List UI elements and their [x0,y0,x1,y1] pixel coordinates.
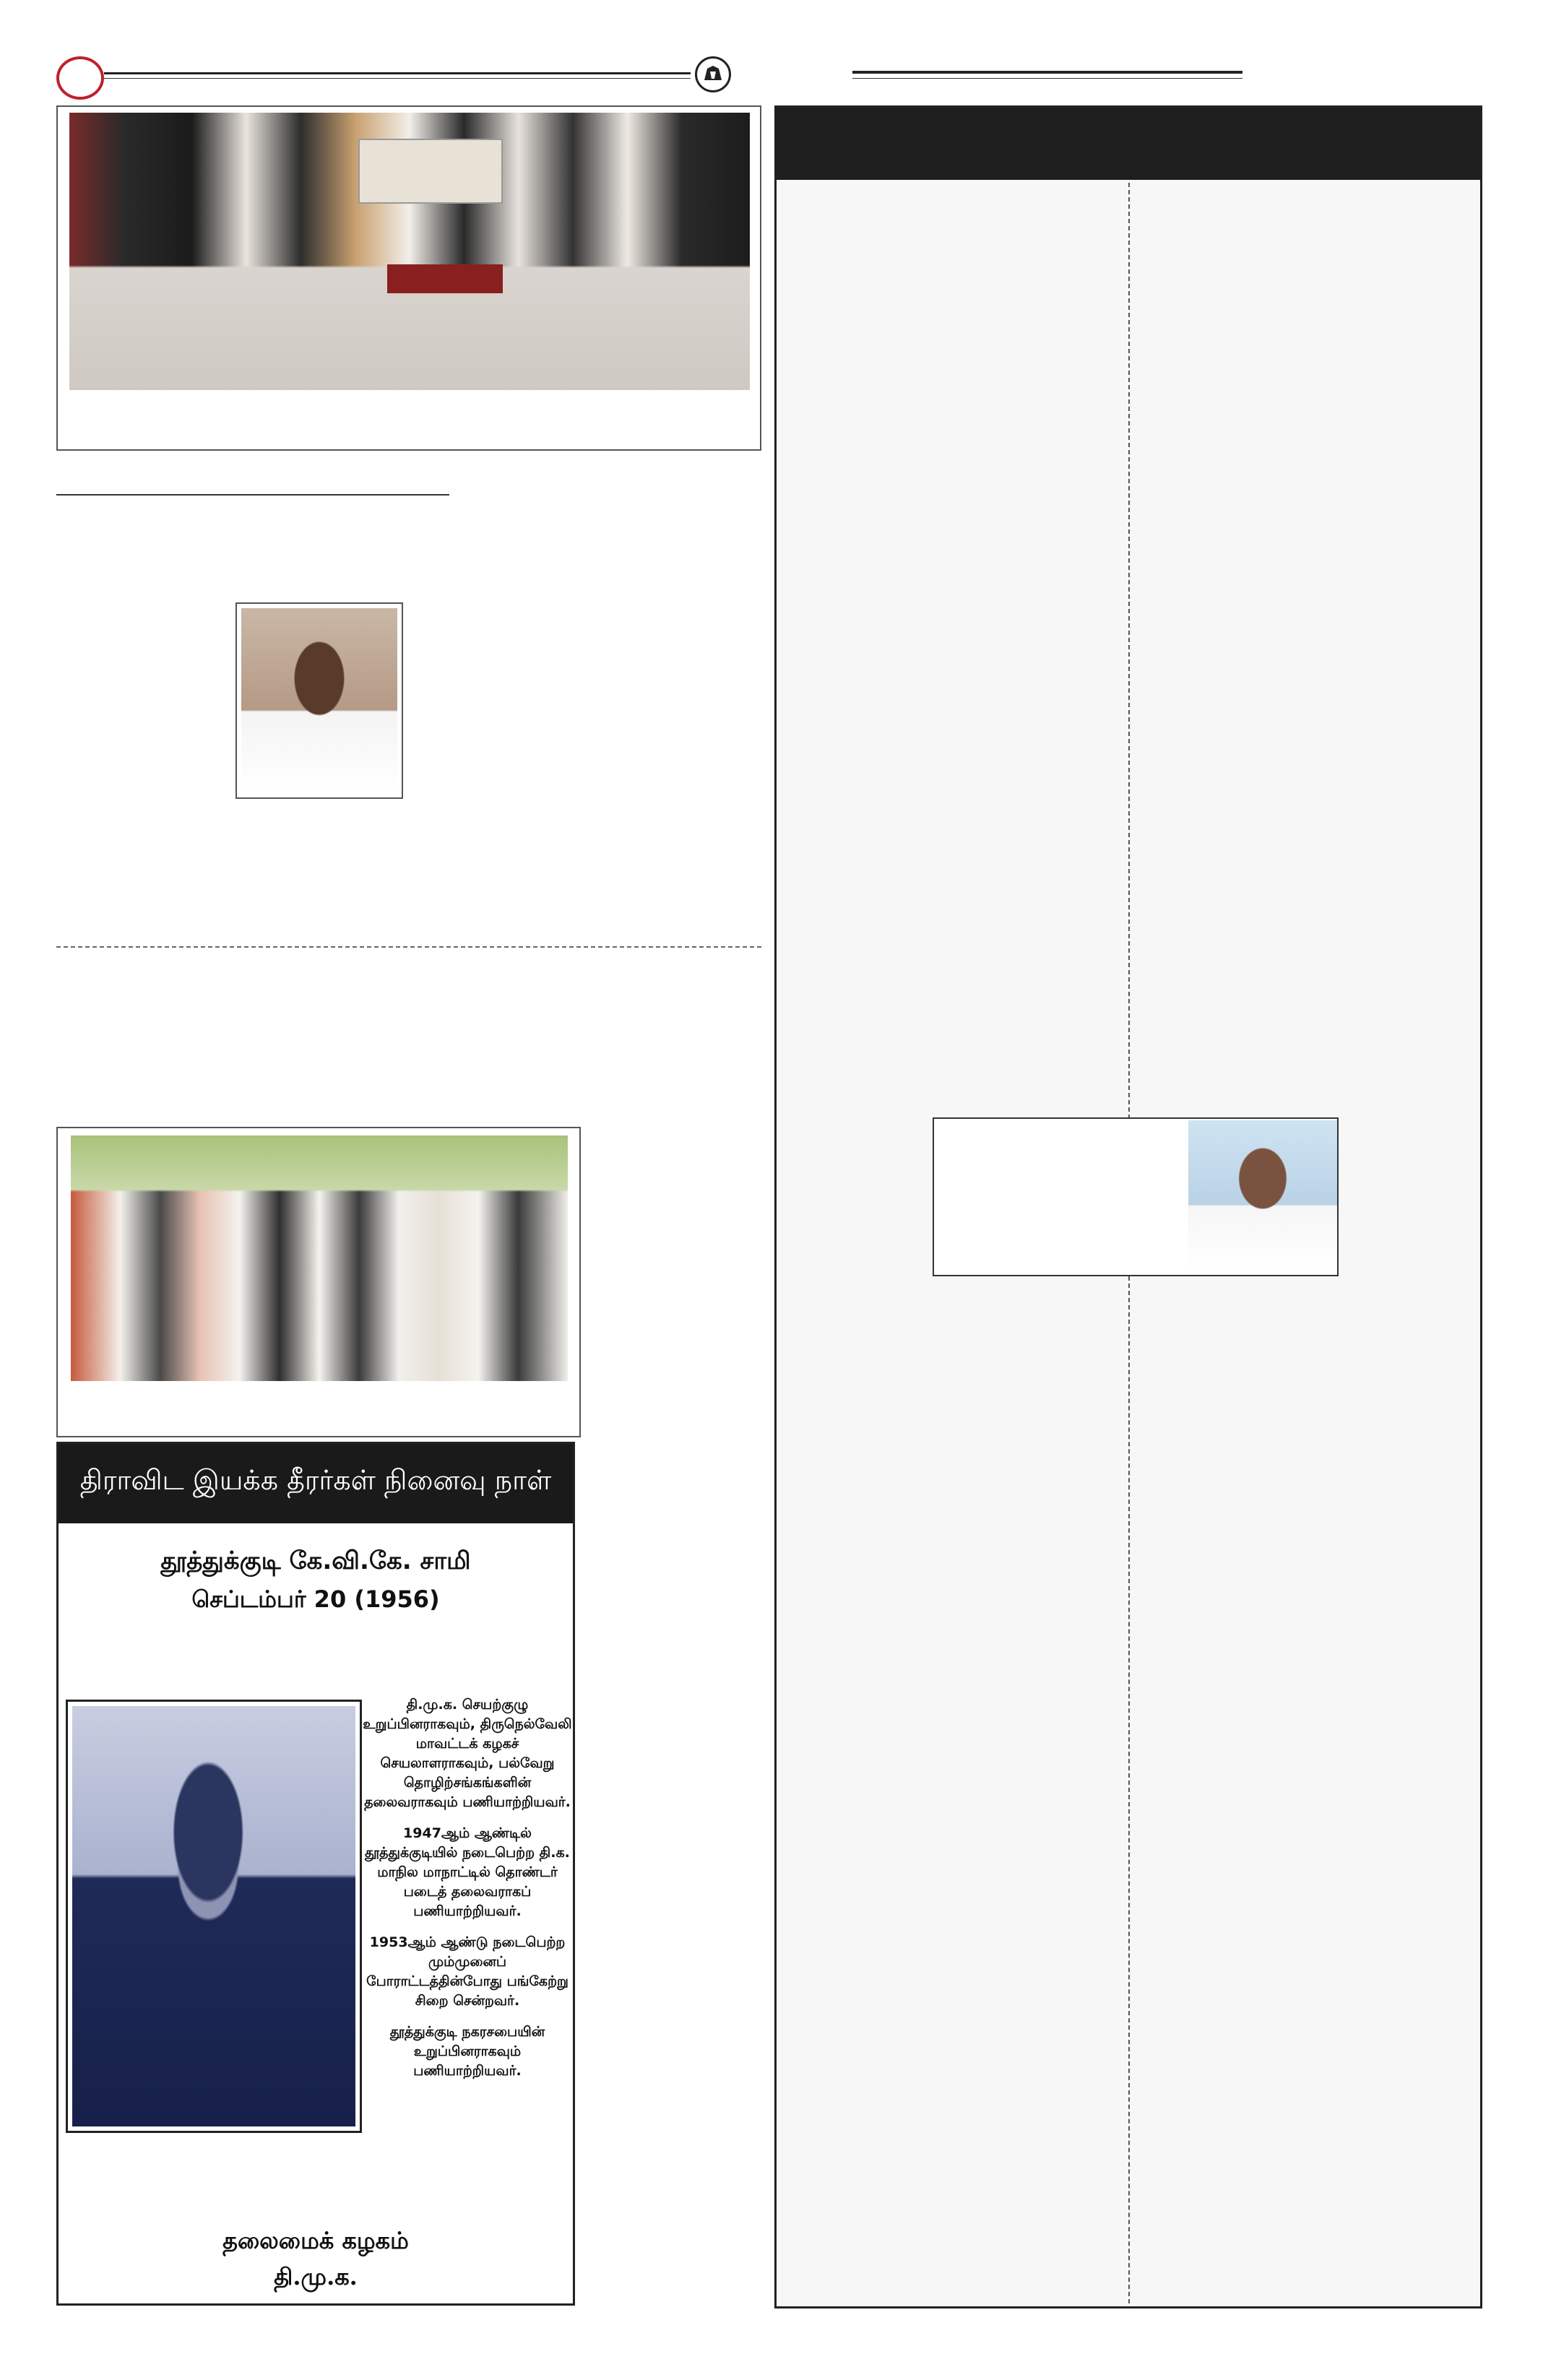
tribute-portrait-photo [72,1706,355,2126]
right-column-header-bar [777,108,1480,180]
portrait-frame-1 [235,602,403,799]
bio-para-2: 1947ஆம் ஆண்டில் தூத்துக்குடியில் நடைபெற்ற தி.க. மாநில மாநாட்டில் தொண்டர் படைத் தலைவராகப் பணியாற்றியவர். [365,1825,570,1919]
tribute-date: செப்டம்பர் 20 (1956) [191,1585,440,1613]
emblem-icon [695,56,731,92]
group-photo-tribute [71,1135,568,1381]
dashed-separator [56,946,761,948]
tribute-bio [362,1695,573,2081]
bio-para-3: 1953ஆம் ஆண்டு நடைபெற்ற மும்முனைப் போராட்டத்தின்போது பங்கேற்று சிறை சென்றவர். [366,1934,569,2009]
header-rule-right [852,71,1242,74]
right-column-divider-upper [1128,183,1130,1213]
tribute-box [56,1442,575,2306]
header-rule-left [104,72,691,74]
inset-portrait-box [933,1117,1339,1276]
tribute-banner-text: திராவிட இயக்க தீரர்கள் நினைவு நாள் [79,1464,552,1496]
top-photo-frame [56,105,761,451]
tribute-banner [59,1444,573,1523]
header-rule-right-thin [852,78,1242,79]
second-photo-frame [56,1127,581,1437]
header-rule-left-thin [104,78,691,79]
bio-para-1: தி.மு.க. செயற்குழு உறுப்பினராகவும், திருநெல்வேலி மாவட்டக் கழகச் செயலாளராகவும், பல்வேறு தொழிற்சங்கங்களின் தலைவராகவும் பணியாற்றியவர். [363,1697,572,1810]
tribute-name: தூத்துக்குடி கே.வி.கே. சாமி [160,1546,471,1575]
group-photo-event [69,113,750,390]
tribute-footer-1: தலைமைக் கழகம் [222,2227,409,2254]
right-column-panel [774,105,1482,2308]
portrait-photo-1 [241,608,397,793]
page-number-circle [56,56,104,100]
portrait-photo-2 [1188,1120,1337,1273]
section-rule [56,494,449,496]
bio-para-4: தூத்துக்குடி நகரசபையின் உறுப்பினராகவும் பணியாற்றியவர். [389,2024,545,2079]
right-column-divider-lower [1128,1276,1130,2303]
tribute-footer-2: தி.மு.க. [274,2263,358,2290]
tribute-portrait-frame [66,1700,362,2133]
